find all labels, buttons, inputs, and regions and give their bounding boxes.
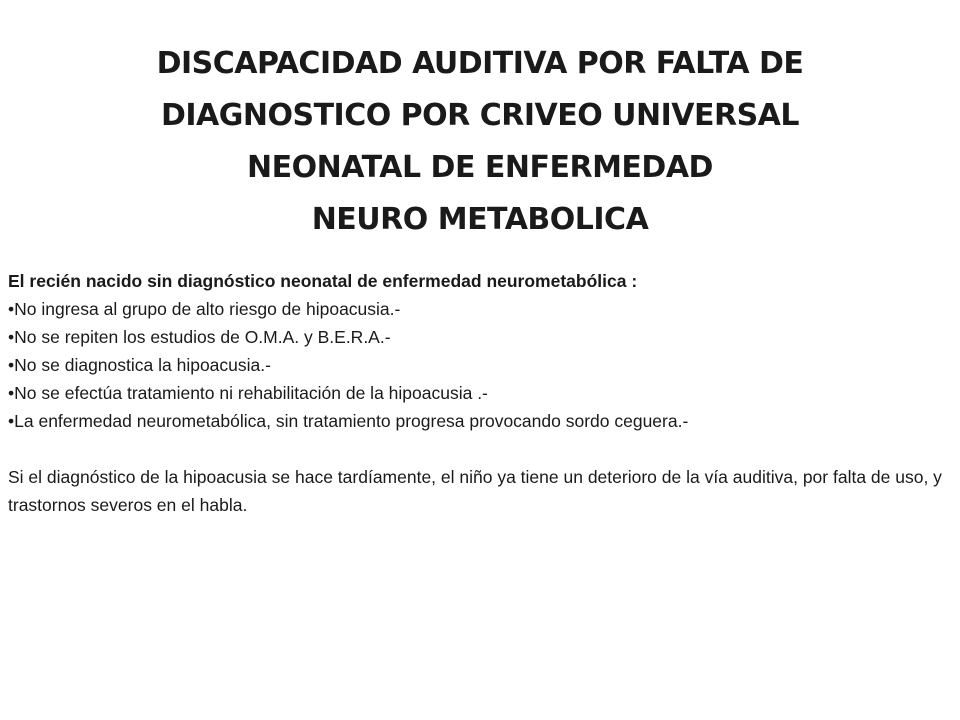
bullet-marker: • <box>8 299 15 319</box>
bullet-list <box>8 295 953 435</box>
slide-body <box>8 267 953 519</box>
bullet-text: No se efectúa tratamiento ni rehabilitación de la hipoacusia .- <box>14 383 488 403</box>
bullet-marker: • <box>8 383 15 403</box>
bullet-item <box>8 351 953 379</box>
slide-title <box>0 38 960 246</box>
bullet-marker: • <box>8 327 15 347</box>
bullet-text: No se repiten los estudios de O.M.A. y B.E.R.A.- <box>14 327 391 347</box>
bullet-text: No ingresa al grupo de alto riesgo de hipoacusia.- <box>14 299 401 319</box>
bullet-item <box>8 323 953 351</box>
intro-text: El recién nacido sin diagnóstico neonatal de enfermedad neurometabólica : <box>8 271 638 291</box>
bullet-text: La enfermedad neurometabólica, sin tratamiento progresa provocando sordo ceguera.- <box>14 411 689 431</box>
bullet-item <box>8 407 953 435</box>
bullet-marker: • <box>8 355 15 375</box>
title-line-4: NEURO METABOLICA <box>311 202 649 237</box>
paragraph-spacer <box>8 435 953 463</box>
bullet-item <box>8 295 953 323</box>
title-line-2: DIAGNOSTICO POR CRIVEO UNIVERSAL <box>160 98 800 133</box>
bullet-marker: • <box>8 411 15 431</box>
bullet-item <box>8 379 953 407</box>
conclusion-text: Si el diagnóstico de la hipoacusia se hace tardíamente, el niño ya tiene un deterioro de la vía auditiva, por falta de uso, y trastornos severos en el habla. <box>8 467 942 515</box>
bullet-text: No se diagnostica la hipoacusia.- <box>14 355 271 375</box>
title-line-1: DISCAPACIDAD AUDITIVA POR FALTA DE <box>156 46 804 81</box>
title-line-3: NEONATAL DE ENFERMEDAD <box>247 150 713 185</box>
